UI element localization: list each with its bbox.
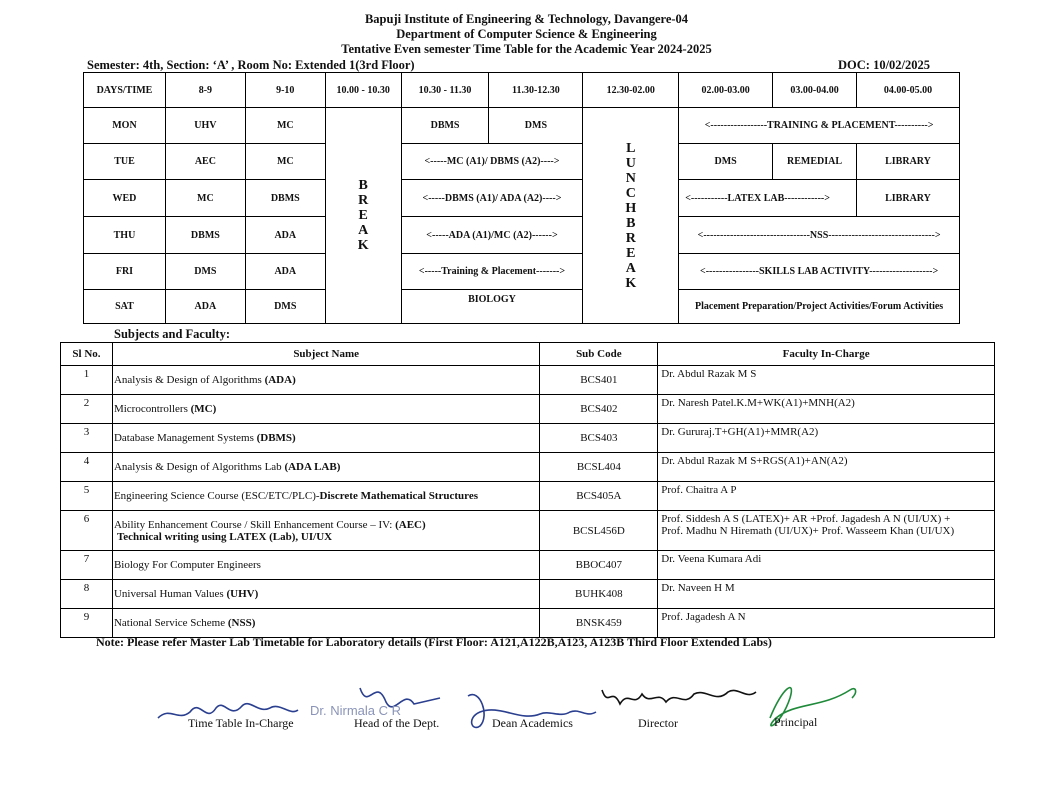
subject-name-text: Universal Human Values — [113, 588, 227, 600]
head-slot: 9-10 — [245, 73, 325, 108]
subject-sl: 6 — [61, 511, 113, 551]
class-cell: <-----------LATEX LAB------------> — [679, 180, 857, 217]
class-cell: ADA — [165, 290, 245, 324]
subject-row — [61, 551, 995, 580]
class-cell: AEC — [165, 144, 245, 180]
row-tue — [84, 144, 960, 180]
subject-name-text: National Service Scheme — [113, 617, 228, 629]
sig-director: Director — [638, 716, 678, 730]
head-sl: Sl No. — [61, 343, 113, 366]
subject-name-line2: Technical writing using LATEX (Lab), UI/UX — [116, 530, 333, 543]
subject-name — [112, 453, 539, 482]
subject-name — [112, 482, 539, 511]
faculty-in-charge — [658, 366, 995, 395]
subject-abbr: (ADA LAB) — [284, 461, 341, 473]
subjects-title: Subjects and Faculty: — [114, 327, 230, 341]
class-cell: <-----DBMS (A1)/ ADA (A2)----> — [401, 180, 583, 217]
semester-line: Semester: 4th, Section: ‘A’ , Room No: Extended 1(3rd Floor) — [87, 58, 415, 72]
doc-date: DOC: 10/02/2025 — [838, 58, 931, 72]
subject-abbr: (NSS) — [227, 617, 256, 629]
head-slot: 10.00 - 10.30 — [325, 73, 401, 108]
subject-abbr: (UHV) — [226, 588, 259, 600]
faculty-text: Prof. Chaitra A P — [661, 484, 737, 496]
hod-stamp: Dr. Nirmala C R — [310, 703, 402, 718]
subject-abbr: (DBMS) — [256, 432, 296, 444]
class-cell: DBMS — [165, 217, 245, 254]
subject-sl: 1 — [61, 366, 113, 395]
subject-code: BUHK408 — [540, 580, 658, 609]
class-cell: ADA — [245, 254, 325, 290]
class-cell: DMS — [489, 108, 583, 144]
subject-sl: 3 — [61, 424, 113, 453]
head-slot: 8-9 — [165, 73, 245, 108]
subject-row — [61, 580, 995, 609]
head-slot: 11.30-12.30 — [489, 73, 583, 108]
class-cell: Placement Preparation/Project Activities/Forum Activities — [679, 290, 960, 324]
subject-row — [61, 424, 995, 453]
day-cell: THU — [84, 217, 166, 254]
class-cell: BIOLOGY — [401, 290, 583, 324]
faculty-text: Dr. Naresh Patel.K.M+WK(A1)+MNH(A2) — [661, 397, 855, 409]
timetable-title: Tentative Even semester Time Table for the Academic Year 2024-2025 — [341, 42, 712, 56]
timetable-head-row — [84, 73, 960, 108]
head-subject: Subject Name — [112, 343, 539, 366]
faculty-text-line2: Prof. Madhu N Hiremath (UI/UX)+ Prof. Wasseem Khan (UI/UX) — [661, 525, 955, 537]
department-name: Department of Computer Science & Engineering — [396, 27, 657, 41]
subject-name — [112, 609, 539, 638]
subject-sl: 5 — [61, 482, 113, 511]
class-cell: LIBRARY — [857, 144, 960, 180]
lunch-break-label: L U N C H B R E A K — [625, 140, 637, 291]
class-cell: UHV — [165, 108, 245, 144]
row-mon — [84, 108, 960, 144]
subject-abbr: (ADA) — [264, 374, 296, 386]
head-slot: 04.00-05.00 — [857, 73, 960, 108]
head-slot: 12.30-02.00 — [583, 73, 679, 108]
class-cell: <-----MC (A1)/ DBMS (A2)----> — [401, 144, 583, 180]
row-thu — [84, 217, 960, 254]
subject-name-text: Biology For Computer Engineers — [113, 559, 261, 571]
subject-row — [61, 366, 995, 395]
subject-name — [112, 551, 539, 580]
class-cell: MC — [245, 144, 325, 180]
subject-name-text: Analysis & Design of Algorithms Lab — [113, 461, 285, 473]
lunch-break-column — [583, 108, 679, 324]
day-cell: TUE — [84, 144, 166, 180]
faculty-text: Dr. Veena Kumara Adi — [661, 553, 762, 565]
subject-name — [112, 366, 539, 395]
faculty-text: Prof. Siddesh A S (LATEX)+ AR +Prof. Jagadesh A N (UI/UX) + — [661, 513, 951, 525]
faculty-text: Dr. Abdul Razak M S — [661, 368, 757, 380]
subject-sl: 2 — [61, 395, 113, 424]
subject-abbr: (AEC) — [395, 518, 426, 531]
day-cell: WED — [84, 180, 166, 217]
day-cell: SAT — [84, 290, 166, 324]
class-cell: <-----ADA (A1)/MC (A2)------> — [401, 217, 583, 254]
row-sat — [84, 290, 960, 324]
class-cell: LIBRARY — [857, 180, 960, 217]
break-label: B R E A K — [357, 178, 369, 253]
head-slot: 03.00-04.00 — [773, 73, 857, 108]
lab-note: Note: Please refer Master Lab Timetable for Laboratory details (First Floor: A121,A122B,A123, A123B Third Floor Extended Labs) — [96, 635, 772, 649]
subject-code: BCSL456D — [540, 511, 658, 551]
subject-name-text: Analysis & Design of Algorithms — [113, 374, 265, 386]
subject-row — [61, 395, 995, 424]
subject-code: BBOC407 — [540, 551, 658, 580]
subject-sl: 9 — [61, 609, 113, 638]
subject-code: BCS402 — [540, 395, 658, 424]
subject-abbr: Discrete Mathematical Structures — [319, 490, 478, 502]
faculty-in-charge — [658, 551, 995, 580]
class-cell: ADA — [245, 217, 325, 254]
subject-name — [112, 580, 539, 609]
subject-name-text: Database Management Systems — [113, 432, 257, 444]
faculty-text: Prof. Jagadesh A N — [661, 611, 746, 623]
head-code: Sub Code — [540, 343, 658, 366]
faculty-in-charge — [658, 453, 995, 482]
subject-name — [112, 424, 539, 453]
timetable-grid — [83, 72, 960, 324]
sig-head-of-dept: Head of the Dept. — [354, 716, 440, 730]
sig-principal: Principal — [774, 715, 818, 729]
subject-row — [61, 482, 995, 511]
sig-timetable-incharge: Time Table In-Charge — [188, 716, 294, 730]
class-cell: DMS — [165, 254, 245, 290]
class-cell: <----------------SKILLS LAB ACTIVITY-------------------> — [679, 254, 960, 290]
class-cell: DBMS — [401, 108, 489, 144]
faculty-in-charge — [658, 580, 995, 609]
subject-sl: 7 — [61, 551, 113, 580]
subject-code: BCSL404 — [540, 453, 658, 482]
class-cell: MC — [165, 180, 245, 217]
class-cell: <--------------------------------NSS--------------------------------> — [679, 217, 960, 254]
faculty-text: Dr. Naveen H M — [661, 582, 735, 594]
subject-code: BCS405A — [540, 482, 658, 511]
subject-name-text: Microcontrollers — [113, 403, 191, 415]
class-cell: <-----------------TRAINING & PLACEMENT----------> — [679, 108, 960, 144]
faculty-in-charge — [658, 609, 995, 638]
subjects-table — [60, 342, 995, 638]
day-cell: FRI — [84, 254, 166, 290]
faculty-in-charge — [658, 511, 995, 551]
class-cell: DBMS — [245, 180, 325, 217]
faculty-in-charge — [658, 395, 995, 424]
subject-code: BNSK459 — [540, 609, 658, 638]
director-signature — [602, 690, 756, 704]
head-days: DAYS/TIME — [84, 73, 166, 108]
subjects-head-row — [61, 343, 995, 366]
faculty-in-charge — [658, 482, 995, 511]
subject-code: BCS401 — [540, 366, 658, 395]
class-cell: DMS — [679, 144, 773, 180]
subject-name-text: Engineering Science Course (ESC/ETC/PLC)- — [113, 490, 320, 502]
subject-sl: 4 — [61, 453, 113, 482]
sig-dean-academics: Dean Academics — [492, 716, 573, 730]
subject-name-text: Ability Enhancement Course / Skill Enhancement Course – IV: — [113, 518, 396, 531]
faculty-text: Dr. Gururaj.T+GH(A1)+MMR(A2) — [661, 426, 819, 438]
subject-name — [112, 395, 539, 424]
subject-sl: 8 — [61, 580, 113, 609]
day-cell: MON — [84, 108, 166, 144]
class-cell: MC — [245, 108, 325, 144]
subject-abbr: (MC) — [190, 403, 217, 415]
class-cell: <-----Training & Placement-------> — [401, 254, 583, 290]
class-cell: REMEDIAL — [773, 144, 857, 180]
faculty-in-charge — [658, 424, 995, 453]
faculty-text: Dr. Abdul Razak M S+RGS(A1)+AN(A2) — [661, 455, 848, 467]
subject-name — [112, 511, 539, 551]
subject-row — [61, 511, 995, 551]
row-wed — [84, 180, 960, 217]
row-fri — [84, 254, 960, 290]
head-faculty: Faculty In-Charge — [658, 343, 995, 366]
subject-row — [61, 609, 995, 638]
break-column — [325, 108, 401, 324]
subject-code: BCS403 — [540, 424, 658, 453]
institute-name: Bapuji Institute of Engineering & Technology, Davangere-04 — [364, 12, 689, 26]
head-slot: 02.00-03.00 — [679, 73, 773, 108]
class-cell: DMS — [245, 290, 325, 324]
subject-row — [61, 453, 995, 482]
head-slot: 10.30 - 11.30 — [401, 73, 489, 108]
